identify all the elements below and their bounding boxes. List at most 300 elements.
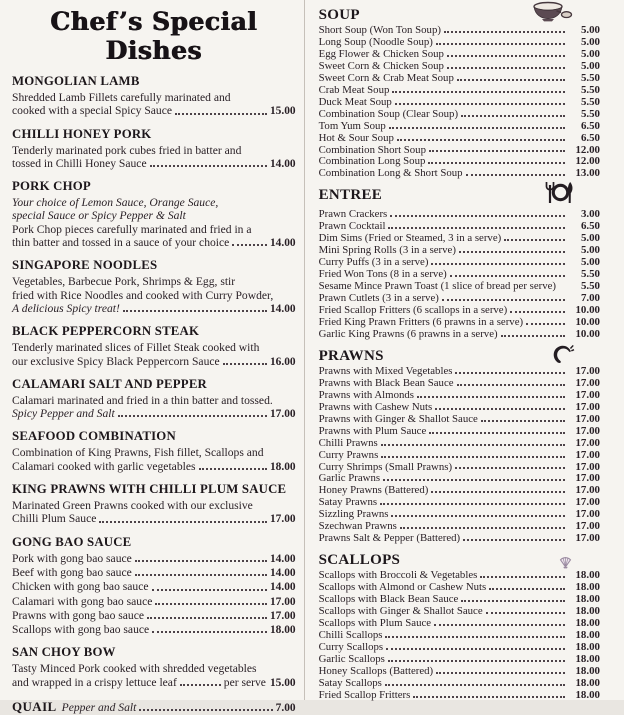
section-items bbox=[319, 25, 600, 180]
chefs-special-column bbox=[0, 0, 304, 715]
item-price: 13.00 bbox=[575, 167, 600, 180]
dot-leader bbox=[175, 113, 267, 115]
menu-item-row bbox=[319, 85, 600, 97]
item-name: Fried King Prawn Fritters (6 prawns in a serve) bbox=[318, 315, 524, 328]
menu-section bbox=[12, 324, 296, 369]
dot-leader bbox=[232, 244, 267, 246]
dot-leader bbox=[150, 165, 267, 167]
item-note: Pepper and Salt bbox=[61, 701, 137, 715]
dot-leader bbox=[123, 310, 267, 312]
item-text: Vegetables, Barbecue Pork, Shrimps & Egg, stir bbox=[12, 275, 236, 289]
item-price: 14.00 bbox=[269, 552, 296, 565]
menu-section bbox=[12, 535, 296, 638]
menu-item-row bbox=[319, 97, 600, 109]
item-text: Calamari marinated and fried in a thin batter and tossed. bbox=[12, 393, 273, 407]
item-name: Prawns with Ginger & Shallot Sauce bbox=[318, 412, 478, 425]
item-name: Chilli Scallops bbox=[318, 628, 383, 641]
dot-leader bbox=[481, 420, 565, 422]
dot-leader bbox=[442, 299, 565, 301]
menu-line bbox=[12, 223, 296, 236]
dot-leader bbox=[397, 139, 565, 141]
item-name: Hot & Sour Soup bbox=[318, 131, 394, 144]
item-price: 18.00 bbox=[575, 676, 600, 689]
item-name: Prawns with Mixed Vegetables bbox=[318, 364, 453, 377]
item-text: Tenderly marinated pork cubes fried in batter and bbox=[12, 143, 242, 157]
dot-leader bbox=[99, 521, 267, 523]
section-heading: PRAWNS bbox=[318, 347, 384, 364]
dot-leader bbox=[389, 127, 565, 129]
section-heading: GONG BAO SAUCE bbox=[12, 534, 132, 549]
section-heading-row bbox=[319, 5, 600, 24]
item-text: thin batter and tossed in a sauce of your choice bbox=[12, 236, 230, 250]
item-text: Pork with gong bao sauce bbox=[12, 551, 132, 565]
item-price: 5.00 bbox=[580, 244, 600, 257]
menu-section bbox=[12, 127, 296, 172]
section-heading: CHILLI HONEY PORK bbox=[12, 126, 152, 141]
item-name: Prawn Cutlets (3 in a serve) bbox=[318, 292, 439, 305]
item-text: Pork Chop pieces carefully marinated and fried in a bbox=[12, 222, 252, 236]
item-name: Sesame Mince Prawn Toast (1 slice of bread per serve) bbox=[318, 280, 556, 293]
item-name: Prawns with Plum Sauce bbox=[318, 424, 427, 437]
item-price: 5.50 bbox=[580, 83, 600, 96]
section-lines bbox=[12, 394, 296, 422]
dot-leader bbox=[457, 79, 565, 81]
section-lines bbox=[12, 499, 296, 527]
standard-menu-column bbox=[305, 0, 624, 700]
item-price: 6.50 bbox=[580, 220, 600, 233]
dot-leader bbox=[435, 408, 565, 410]
item-name: Mini Spring Rolls (3 in a serve) bbox=[318, 244, 456, 257]
item-price: 10.00 bbox=[575, 304, 600, 317]
item-name: Crab Meat Soup bbox=[318, 83, 390, 96]
item-name: Garlic Scallops bbox=[318, 652, 385, 665]
item-price: 18.00 bbox=[269, 624, 296, 637]
dot-leader bbox=[461, 600, 565, 602]
item-text: Tasty Minced Pork cooked with shredded vegetables bbox=[12, 662, 257, 676]
item-text: and wrapped in a crispy lettuce leaf bbox=[12, 675, 177, 689]
section-heading: CALAMARI SALT AND PEPPER bbox=[12, 376, 208, 391]
menu-line bbox=[12, 676, 296, 690]
item-text: our exclusive Spicy Black Peppercorn Sauce bbox=[12, 354, 220, 368]
item-price: 17.00 bbox=[575, 508, 600, 521]
item-price: 5.00 bbox=[580, 24, 600, 36]
section-heading: SOUP bbox=[318, 7, 360, 23]
item-text: cooked with a special Spicy Sauce bbox=[12, 104, 173, 118]
item-price: 5.50 bbox=[580, 268, 600, 281]
dot-leader bbox=[434, 624, 565, 626]
item-price: 5.50 bbox=[580, 95, 600, 108]
item-name: Combination Long Soup bbox=[318, 155, 426, 168]
item-name: Scallops with Ginger & Shallot Sauce bbox=[318, 605, 483, 618]
item-price: 17.00 bbox=[575, 532, 600, 545]
item-name: Prawns with Black Bean Sauce bbox=[318, 376, 454, 389]
item-price: 17.00 bbox=[269, 609, 296, 622]
item-name: Curry Prawns bbox=[318, 448, 379, 461]
section-lines bbox=[12, 341, 296, 369]
menu-item-row bbox=[319, 666, 600, 678]
item-text: Your choice of Lemon Sauce, Orange Sauce, bbox=[12, 196, 219, 210]
item-name: Prawn Crackers bbox=[318, 208, 388, 221]
item-text: tossed in Chilli Honey Sauce bbox=[12, 156, 147, 170]
menu-item-row bbox=[319, 402, 600, 414]
menu-line bbox=[12, 580, 296, 594]
dot-leader bbox=[504, 239, 565, 241]
prawn-icon bbox=[551, 342, 574, 365]
item-name: Fried Won Tons (8 in a serve) bbox=[318, 268, 447, 281]
dot-leader bbox=[388, 227, 565, 229]
dot-leader bbox=[135, 560, 267, 562]
item-price: 17.00 bbox=[575, 496, 600, 509]
menu-item-row bbox=[319, 121, 600, 133]
left-sections bbox=[12, 74, 296, 690]
item-name: Fried Scallop Fritters bbox=[318, 688, 411, 701]
menu-section bbox=[12, 645, 296, 690]
menu-line bbox=[12, 460, 296, 474]
item-name: Duck Meat Soup bbox=[318, 95, 392, 108]
item-text: Calamari cooked with garlic vegetables bbox=[12, 459, 196, 473]
item-price: 17.00 bbox=[575, 424, 600, 437]
section-heading: SEAFOOD COMBINATION bbox=[12, 429, 176, 444]
menu-line bbox=[12, 209, 296, 222]
dot-leader bbox=[385, 636, 565, 638]
item-name: Honey Prawns (Battered) bbox=[318, 484, 429, 497]
dot-leader bbox=[431, 263, 565, 265]
item-price: 14.00 bbox=[269, 237, 296, 250]
item-price: 5.00 bbox=[580, 35, 600, 48]
section-lines bbox=[12, 552, 296, 638]
item-price: 18.00 bbox=[575, 593, 600, 606]
menu-section bbox=[12, 482, 296, 527]
menu-item-row bbox=[319, 533, 600, 545]
item-price: 18.00 bbox=[575, 640, 600, 653]
menu-section bbox=[319, 185, 600, 340]
item-text: Scallops with gong bao sauce bbox=[12, 623, 150, 637]
dot-leader bbox=[199, 468, 267, 470]
item-name: Dim Sims (Fried or Steamed, 3 in a serve) bbox=[318, 232, 502, 245]
item-text: Beef with gong bao sauce bbox=[12, 565, 132, 579]
section-items bbox=[319, 570, 600, 701]
item-text: Shredded Lamb Fillets carefully marinated and bbox=[12, 91, 231, 104]
item-text: Combination of King Prawns, Fish fillet, Scallops and bbox=[12, 446, 264, 460]
dot-leader bbox=[135, 574, 267, 576]
section-heading: KING PRAWNS WITH CHILLI PLUM SAUCE bbox=[12, 482, 287, 497]
price-prefix: per serve bbox=[223, 675, 266, 689]
dot-leader bbox=[139, 709, 272, 711]
menu-item-row bbox=[319, 414, 600, 426]
dot-leader bbox=[480, 576, 565, 578]
dot-leader bbox=[510, 311, 565, 313]
section-heading: SAN CHOY BOW bbox=[12, 645, 116, 660]
item-name: Satay Scallops bbox=[318, 676, 382, 689]
menu-line bbox=[12, 104, 296, 118]
menu-item-row bbox=[319, 378, 600, 390]
dot-leader bbox=[466, 174, 565, 176]
menu-line bbox=[12, 499, 296, 512]
item-name: Scallops with Almond or Cashew Nuts bbox=[318, 581, 487, 594]
dot-leader bbox=[463, 539, 565, 541]
dot-leader bbox=[429, 150, 565, 152]
dot-leader bbox=[381, 444, 565, 446]
dot-leader bbox=[447, 55, 565, 57]
item-price: 16.00 bbox=[269, 355, 296, 368]
dot-leader bbox=[450, 275, 565, 277]
dot-leader bbox=[431, 491, 565, 493]
item-name: Combination Short Soup bbox=[318, 143, 426, 156]
section-lines bbox=[12, 144, 296, 172]
menu-line bbox=[12, 236, 296, 250]
dot-leader bbox=[152, 631, 267, 633]
item-text: Prawns with gong bao sauce bbox=[12, 608, 145, 622]
section-heading: ENTREE bbox=[318, 187, 383, 204]
item-text: Calamari with gong bao sauce bbox=[12, 594, 153, 608]
dot-leader bbox=[455, 467, 565, 469]
item-name: Prawns with Almonds bbox=[318, 388, 414, 401]
item-name: Curry Puffs (3 in a serve) bbox=[318, 256, 429, 269]
dot-leader bbox=[428, 162, 565, 164]
menu-line bbox=[12, 595, 296, 609]
item-price: 17.00 bbox=[575, 472, 600, 485]
item-name: Tom Yum Soup bbox=[318, 119, 386, 132]
item-price: 17.00 bbox=[269, 408, 296, 421]
menu-item-row bbox=[319, 654, 600, 666]
item-price: 5.00 bbox=[580, 59, 600, 72]
item-price: 12.00 bbox=[575, 143, 600, 156]
item-price: 5.00 bbox=[580, 47, 600, 60]
dot-leader bbox=[447, 67, 565, 69]
menu-line bbox=[12, 275, 296, 288]
menu-item-quail bbox=[12, 699, 296, 715]
item-price: 18.00 bbox=[575, 652, 600, 665]
dot-leader bbox=[444, 31, 565, 33]
item-name: Satay Prawns bbox=[318, 496, 378, 509]
item-price: 5.00 bbox=[580, 232, 600, 245]
item-price: 5.50 bbox=[580, 280, 600, 293]
item-price: 17.00 bbox=[575, 376, 600, 389]
section-heading-row bbox=[319, 346, 600, 365]
dot-leader bbox=[459, 251, 565, 253]
item-name: QUAIL bbox=[12, 699, 57, 715]
item-name: Scallops with Black Bean Sauce bbox=[318, 593, 459, 606]
section-heading: PORK CHOP bbox=[12, 179, 91, 194]
menu-section bbox=[12, 74, 296, 119]
item-price: 17.00 bbox=[575, 412, 600, 425]
item-name: Honey Scallops (Battered) bbox=[318, 664, 434, 677]
item-name: Sweet Corn & Crab Meat Soup bbox=[318, 71, 454, 84]
item-price: 17.00 bbox=[575, 484, 600, 497]
menu-line bbox=[12, 144, 296, 157]
section-heading-row bbox=[319, 550, 600, 569]
menu-section bbox=[12, 377, 296, 422]
item-price: 5.50 bbox=[580, 107, 600, 120]
dot-leader bbox=[390, 215, 565, 217]
item-price: 15.00 bbox=[269, 676, 296, 689]
item-text: A delicious Spicy treat! bbox=[12, 301, 120, 315]
item-name: Prawn Cocktail bbox=[318, 220, 386, 233]
menu-title: Chef’s Special Dishes bbox=[50, 7, 258, 65]
menu-line bbox=[12, 512, 296, 526]
item-price: 12.00 bbox=[575, 155, 600, 168]
section-lines bbox=[12, 446, 296, 474]
item-text: Tenderly marinated slices of Fillet Steak cooked with bbox=[12, 341, 260, 355]
menu-item-row bbox=[319, 168, 600, 180]
item-text: Marinated Green Prawns cooked with our exclusive bbox=[12, 499, 253, 513]
item-price: 14.00 bbox=[269, 566, 296, 579]
menu-section bbox=[319, 5, 600, 180]
dot-leader bbox=[386, 648, 565, 650]
item-price: 17.00 bbox=[575, 460, 600, 473]
item-name: Combination Long & Short Soup bbox=[318, 167, 463, 180]
section-lines bbox=[12, 196, 296, 250]
menu-line bbox=[12, 662, 296, 675]
dot-leader bbox=[455, 372, 565, 374]
menu-item-row bbox=[319, 109, 600, 121]
item-text: Spicy Pepper and Salt bbox=[12, 407, 115, 421]
section-heading-row bbox=[319, 185, 600, 204]
item-price: 15.00 bbox=[269, 105, 296, 118]
menu-item-row bbox=[319, 678, 600, 690]
right-sections bbox=[319, 5, 600, 702]
item-price: 5.00 bbox=[580, 256, 600, 269]
item-price: 17.00 bbox=[269, 595, 296, 608]
item-name: Sweet Corn & Chicken Soup bbox=[318, 59, 444, 72]
item-name: Garlic King Prawns (6 prawns in a serve) bbox=[318, 327, 498, 340]
dot-leader bbox=[155, 603, 267, 605]
menu-item-row bbox=[319, 329, 600, 341]
menu-line bbox=[12, 196, 296, 209]
item-name: Fried Scallop Fritters (6 scallops in a serve) bbox=[318, 304, 508, 317]
menu-section bbox=[12, 429, 296, 474]
item-price: 18.00 bbox=[575, 688, 600, 701]
dot-leader bbox=[381, 456, 565, 458]
cutlery-icon bbox=[543, 181, 574, 204]
item-price: 17.00 bbox=[575, 400, 600, 413]
item-name: Szechwan Prawns bbox=[318, 520, 397, 533]
item-price: 7.00 bbox=[275, 702, 296, 715]
item-price: 14.00 bbox=[269, 581, 296, 594]
section-lines bbox=[12, 662, 296, 690]
menu-line bbox=[12, 446, 296, 459]
item-name: Combination Soup (Clear Soup) bbox=[318, 107, 459, 120]
item-name: Garlic Prawns bbox=[318, 472, 381, 485]
item-price: 17.00 bbox=[575, 388, 600, 401]
menu-line bbox=[12, 552, 296, 566]
item-price: 17.00 bbox=[575, 520, 600, 533]
item-name: Prawns with Cashew Nuts bbox=[318, 400, 433, 413]
item-price: 18.00 bbox=[575, 605, 600, 618]
item-price: 14.00 bbox=[269, 302, 296, 315]
dot-leader bbox=[413, 696, 565, 698]
menu-line bbox=[12, 355, 296, 369]
dot-leader bbox=[388, 660, 565, 662]
soup-bowl-icon bbox=[528, 0, 574, 24]
item-price: 7.00 bbox=[580, 292, 600, 305]
dot-leader bbox=[436, 672, 565, 674]
item-price: 10.00 bbox=[575, 327, 600, 340]
item-price: 10.00 bbox=[575, 315, 600, 328]
item-name: Chilli Prawns bbox=[318, 436, 378, 449]
item-text: fried with Rice Noodles and cooked with Curry Powder, bbox=[12, 288, 274, 302]
item-price: 18.00 bbox=[269, 460, 296, 473]
dot-leader bbox=[489, 588, 565, 590]
section-heading: SINGAPORE NOODLES bbox=[12, 258, 158, 273]
dot-leader bbox=[383, 479, 565, 481]
menu-line bbox=[12, 289, 296, 302]
dot-leader bbox=[392, 91, 565, 93]
dot-leader bbox=[400, 527, 565, 529]
section-lines bbox=[12, 91, 296, 119]
menu-line bbox=[12, 302, 296, 316]
dot-leader bbox=[391, 515, 565, 517]
item-price: 6.50 bbox=[580, 131, 600, 144]
dot-leader bbox=[501, 335, 565, 337]
item-price: 6.50 bbox=[580, 119, 600, 132]
item-price: 3.00 bbox=[580, 208, 600, 221]
item-name: Curry Scallops bbox=[318, 640, 384, 653]
menu-line bbox=[12, 609, 296, 623]
item-name: Egg Flower & Chicken Soup bbox=[318, 47, 444, 60]
dot-leader bbox=[152, 589, 267, 591]
dot-leader bbox=[526, 323, 565, 325]
menu-section bbox=[319, 346, 600, 545]
menu-line bbox=[12, 341, 296, 354]
menu-line bbox=[12, 407, 296, 421]
item-price: 17.00 bbox=[575, 448, 600, 461]
item-text: Chicken with gong bao sauce bbox=[12, 580, 149, 594]
item-name: Long Soup (Noodle Soup) bbox=[318, 35, 433, 48]
section-items bbox=[319, 366, 600, 545]
menu-item-row bbox=[319, 73, 600, 85]
menu-section bbox=[319, 550, 600, 701]
menu-line bbox=[12, 394, 296, 407]
menu-section bbox=[12, 258, 296, 316]
dot-leader bbox=[395, 103, 565, 105]
menu-item-row bbox=[319, 438, 600, 450]
scallop-shell-icon bbox=[557, 554, 574, 569]
item-name: Prawns Salt & Pepper (Battered) bbox=[318, 532, 461, 545]
item-name: Scallops with Plum Sauce bbox=[318, 616, 432, 629]
dot-leader bbox=[457, 384, 565, 386]
item-price: 18.00 bbox=[575, 664, 600, 677]
item-name: Curry Shrimps (Small Prawns) bbox=[318, 460, 453, 473]
section-lines bbox=[12, 275, 296, 316]
menu-item-row bbox=[319, 390, 600, 402]
menu-item-row bbox=[319, 450, 600, 462]
menu-line bbox=[12, 91, 296, 104]
item-text: special Sauce or Spicy Pepper & Salt bbox=[12, 209, 186, 223]
menu-line bbox=[12, 623, 296, 637]
item-price: 18.00 bbox=[575, 581, 600, 594]
menu-line bbox=[12, 157, 296, 171]
item-price: 17.00 bbox=[575, 436, 600, 449]
item-name: Scallops with Broccoli & Vegetables bbox=[318, 569, 478, 582]
item-price: 17.00 bbox=[575, 364, 600, 377]
item-text: Chilli Plum Sauce bbox=[12, 512, 97, 526]
dot-leader bbox=[461, 115, 565, 117]
menu-item-row bbox=[319, 426, 600, 438]
section-heading: BLACK PEPPERCORN STEAK bbox=[12, 324, 200, 339]
menu-section bbox=[12, 179, 296, 250]
dot-leader bbox=[223, 363, 267, 365]
section-heading: SCALLOPS bbox=[318, 552, 401, 569]
dot-leader bbox=[385, 684, 565, 686]
menu-item-row bbox=[319, 690, 600, 702]
dot-leader bbox=[147, 617, 267, 619]
item-price: 14.00 bbox=[269, 157, 296, 170]
item-name: Short Soup (Won Ton Soup) bbox=[318, 24, 441, 36]
menu-line bbox=[12, 566, 296, 580]
item-price: 18.00 bbox=[575, 628, 600, 641]
section-heading: MONGOLIAN LAMB bbox=[12, 74, 140, 88]
